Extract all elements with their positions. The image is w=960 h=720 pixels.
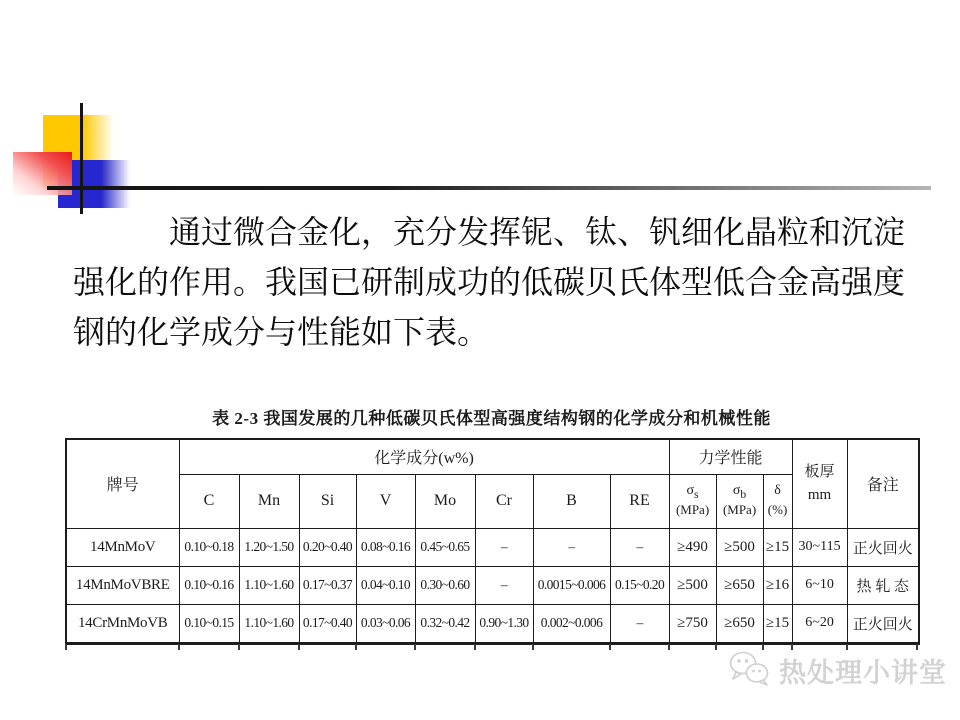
cell-re: – xyxy=(610,604,669,643)
header-element-b: B xyxy=(533,474,610,528)
header-element-v: V xyxy=(356,474,415,528)
cell-mo: 0.30~0.60 xyxy=(415,566,475,604)
header-element-mo: Mo xyxy=(415,474,475,528)
steel-properties-table xyxy=(65,438,920,645)
header-element-re: RE xyxy=(610,474,669,528)
header-remark: 备注 xyxy=(847,439,919,528)
cell-v: 0.04~0.10 xyxy=(356,566,415,604)
cell-b: – xyxy=(533,528,610,566)
cell-delta: ≥15 xyxy=(763,528,792,566)
decor-horizontal-rule xyxy=(47,186,931,190)
header-grade: 牌号 xyxy=(66,439,179,528)
cell-thickness: 6~10 xyxy=(792,566,847,604)
cell-c: 0.10~0.16 xyxy=(179,566,239,604)
paragraph-line-2: 强化的作用。我国已研制成功的低碳贝氏体型低合金高强度 xyxy=(73,264,906,300)
paragraph-line-3: 钢的化学成分与性能如下表。 xyxy=(73,314,490,350)
cell-b: 0.0015~0.006 xyxy=(533,566,610,604)
cell-c: 0.10~0.18 xyxy=(179,528,239,566)
cell-cr: – xyxy=(475,528,533,566)
cell-delta: ≥15 xyxy=(763,604,792,643)
cell-sigma-s: ≥500 xyxy=(669,566,716,604)
cell-v: 0.03~0.06 xyxy=(356,604,415,643)
header-chem-group: 化学成分(w%) xyxy=(179,439,669,474)
cell-mo: 0.45~0.65 xyxy=(415,528,475,566)
cell-remark: 正火回火 xyxy=(847,604,919,643)
table-title: 表 2-3 我国发展的几种低碳贝氏体型高强度结构钢的化学成分和机械性能 xyxy=(212,409,771,428)
cell-re: – xyxy=(610,528,669,566)
cell-mn: 1.10~1.60 xyxy=(239,604,299,643)
cell-sigma-b: ≥500 xyxy=(716,528,763,566)
cell-cr: 0.90~1.30 xyxy=(475,604,533,643)
cell-re: 0.15~0.20 xyxy=(610,566,669,604)
cell-thickness: 6~20 xyxy=(792,604,847,643)
table-row xyxy=(66,604,919,643)
cell-remark: 正火回火 xyxy=(847,528,919,566)
header-element-mn: Mn xyxy=(239,474,299,528)
cell-cr: – xyxy=(475,566,533,604)
cell-v: 0.08~0.16 xyxy=(356,528,415,566)
cell-grade: 14CrMnMoVB xyxy=(66,604,179,643)
brand-watermark xyxy=(726,648,947,692)
paragraph-line-1: 通过微合金化，充分发挥铌、钛、钒细化晶粒和沉淀 xyxy=(169,214,906,250)
decor-vertical-line xyxy=(80,103,83,214)
cell-mo: 0.32~0.42 xyxy=(415,604,475,643)
header-element-si: Si xyxy=(299,474,356,528)
cell-si: 0.17~0.37 xyxy=(299,566,356,604)
cell-b: 0.002~0.006 xyxy=(533,604,610,643)
header-thickness: 板厚 mm xyxy=(792,439,847,528)
header-mech-group: 力学性能 xyxy=(669,439,792,474)
cell-sigma-s: ≥490 xyxy=(669,528,716,566)
cell-si: 0.17~0.40 xyxy=(299,604,356,643)
header-delta: δ (%) xyxy=(763,474,792,528)
header-element-c: C xyxy=(179,474,239,528)
cell-c: 0.10~0.15 xyxy=(179,604,239,643)
cell-sigma-s: ≥750 xyxy=(669,604,716,643)
brand-name: 热处理小讲堂 xyxy=(779,657,947,688)
cell-grade: 14MnMoV xyxy=(66,528,179,566)
cell-sigma-b: ≥650 xyxy=(716,566,763,604)
header-sigma-b: $\sigma_b$ (MPa) xyxy=(716,474,763,528)
header-element-cr: Cr xyxy=(475,474,533,528)
table-row xyxy=(66,528,919,566)
table-row xyxy=(66,566,919,604)
cell-sigma-b: ≥650 xyxy=(716,604,763,643)
cell-thickness: 30~115 xyxy=(792,528,847,566)
cell-mn: 1.10~1.60 xyxy=(239,566,299,604)
wechat-chat-bubbles-icon xyxy=(726,648,772,692)
body-paragraph xyxy=(73,207,919,357)
cell-grade: 14MnMoVBRE xyxy=(66,566,179,604)
cell-delta: ≥16 xyxy=(763,566,792,604)
header-sigma-s: $\sigma_s$ (MPa) xyxy=(669,474,716,528)
cell-mn: 1.20~1.50 xyxy=(239,528,299,566)
cell-remark: 热 轧 态 xyxy=(847,566,919,604)
cell-si: 0.20~0.40 xyxy=(299,528,356,566)
